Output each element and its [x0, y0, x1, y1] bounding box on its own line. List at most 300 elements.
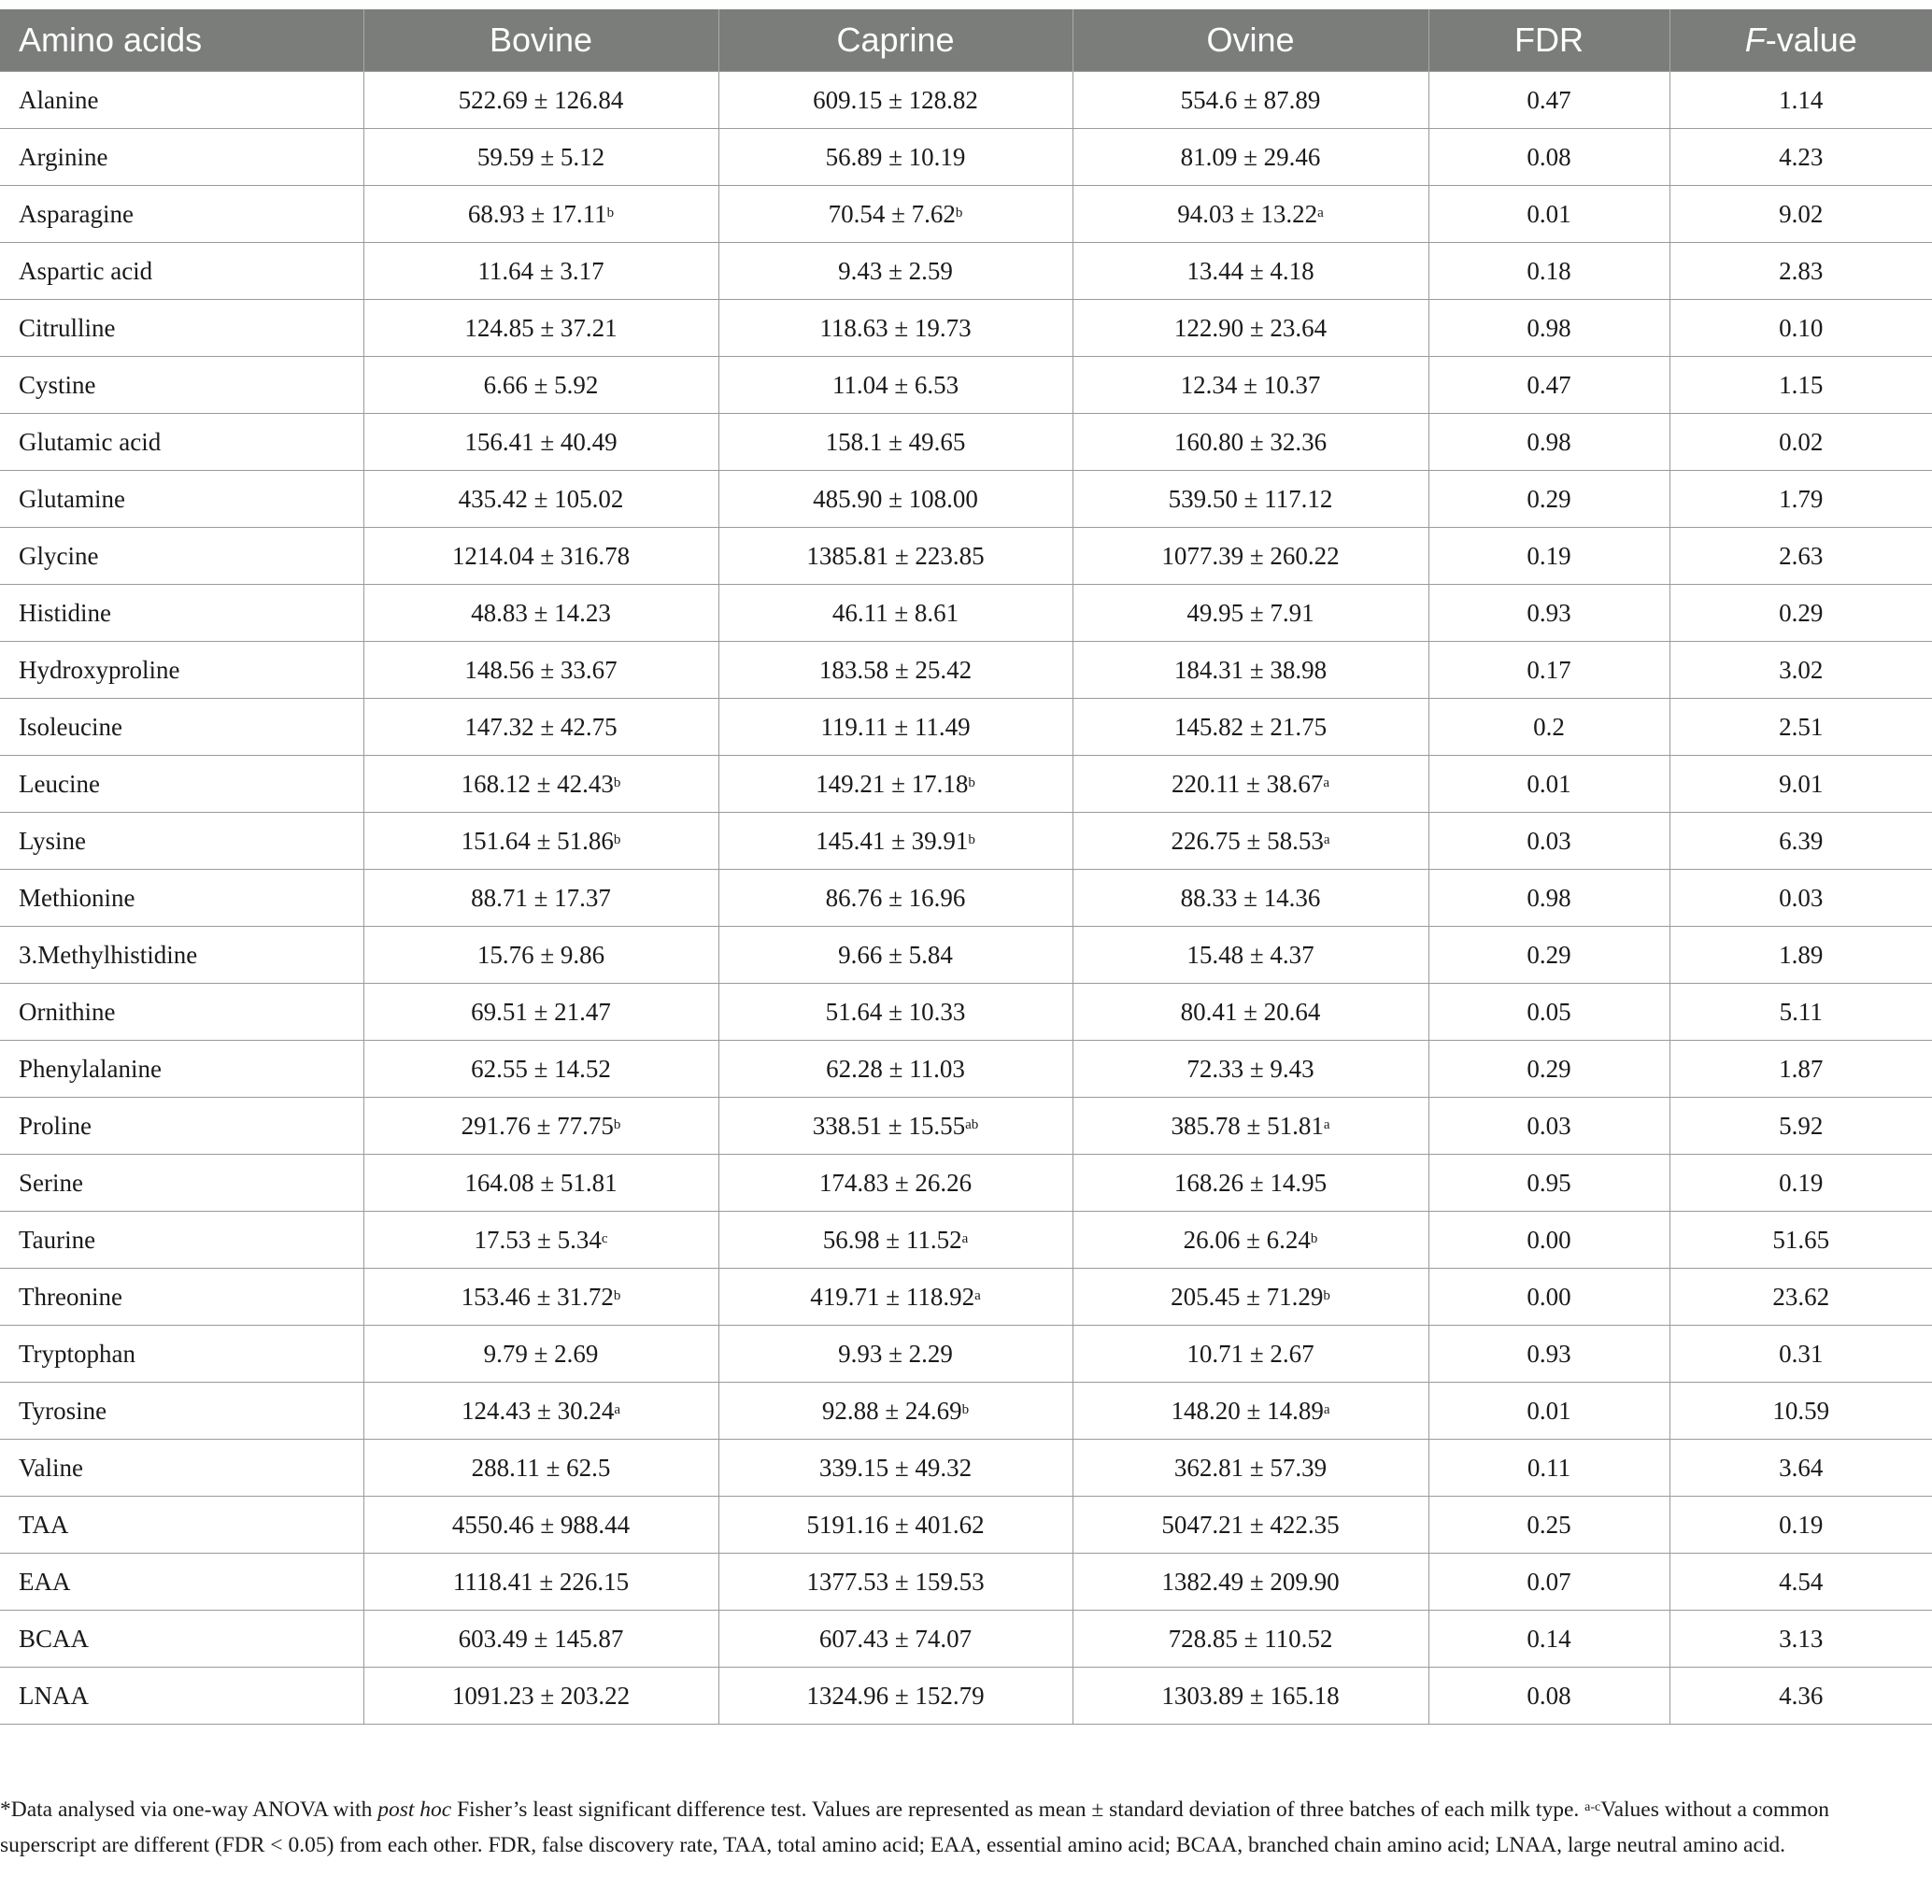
- ovine-value: 72.33 ± 9.43: [1186, 1054, 1314, 1083]
- caprine-value: 9.93 ± 2.29: [838, 1339, 953, 1368]
- cell-f-value: [1669, 1326, 1932, 1383]
- ovine-value: 184.31 ± 38.98: [1173, 655, 1328, 684]
- cell-ovine: [1073, 414, 1428, 471]
- cell-amino-acid: [0, 243, 363, 300]
- cell-caprine: [718, 813, 1073, 870]
- table-row: [0, 870, 1932, 927]
- caprine-value: 339.15 ± 49.32: [818, 1453, 973, 1482]
- amino-acid-name: Proline: [19, 1111, 92, 1140]
- cell-bovine: [363, 300, 718, 357]
- ovine-value: 539.50 ± 117.12: [1168, 484, 1333, 513]
- ovine-value: 1077.39 ± 260.22: [1161, 541, 1340, 570]
- bovine-value: 17.53 ± 5.34: [474, 1225, 602, 1254]
- f-value: 9.02: [1779, 199, 1824, 228]
- cell-caprine: [718, 129, 1073, 186]
- fdr-value: 0.05: [1527, 997, 1571, 1026]
- ovine-value: 49.95 ± 7.91: [1186, 598, 1314, 627]
- cell-fdr: [1428, 699, 1669, 756]
- table-row: [0, 1668, 1932, 1725]
- ovine-superscript: a: [1323, 1116, 1330, 1132]
- ovine-value: 80.41 ± 20.64: [1180, 997, 1321, 1026]
- cell-bovine: [363, 1155, 718, 1212]
- cell-bovine: [363, 186, 718, 243]
- cell-f-value: [1669, 756, 1932, 813]
- amino-acid-name: Aspartic acid: [19, 256, 153, 285]
- cell-f-value: [1669, 1269, 1932, 1326]
- table-row: [0, 1497, 1932, 1554]
- table-row: [0, 414, 1932, 471]
- cell-amino-acid: [0, 471, 363, 528]
- ovine-value: 26.06 ± 6.24: [1183, 1225, 1311, 1254]
- table-row: [0, 129, 1932, 186]
- cell-caprine: [718, 984, 1073, 1041]
- cell-caprine: [718, 186, 1073, 243]
- table-row: [0, 1326, 1932, 1383]
- table-row: [0, 1212, 1932, 1269]
- cell-ovine: [1073, 1041, 1428, 1098]
- cell-bovine: [363, 1269, 718, 1326]
- bovine-superscript: b: [613, 1116, 621, 1132]
- cell-caprine: [718, 1098, 1073, 1155]
- caprine-value: 485.90 ± 108.00: [813, 484, 978, 513]
- amino-acid-name: Serine: [19, 1168, 83, 1197]
- ovine-value: 94.03 ± 13.22: [1177, 199, 1318, 228]
- caprine-value: 56.98 ± 11.52: [822, 1225, 962, 1254]
- cell-amino-acid: [0, 1383, 363, 1440]
- f-value: 1.15: [1779, 370, 1824, 399]
- caprine-value: 183.58 ± 25.42: [818, 655, 973, 684]
- cell-bovine: [363, 1041, 718, 1098]
- cell-ovine: [1073, 186, 1428, 243]
- fdr-value: 0.98: [1527, 313, 1571, 342]
- cell-amino-acid: [0, 1497, 363, 1554]
- footnote-italic: post hoc: [377, 1797, 452, 1822]
- cell-ovine: [1073, 1269, 1428, 1326]
- f-value: 1.79: [1779, 484, 1824, 513]
- cell-caprine: [718, 699, 1073, 756]
- fdr-value: 0.93: [1527, 1339, 1571, 1368]
- cell-fdr: [1428, 1611, 1669, 1668]
- ovine-value: 362.81 ± 57.39: [1173, 1453, 1328, 1482]
- caprine-superscript: a: [961, 1230, 969, 1246]
- header-fdr: FDR: [1428, 9, 1669, 72]
- cell-caprine: [718, 756, 1073, 813]
- amino-acid-name: 3.Methylhistidine: [19, 940, 198, 969]
- ovine-value: 205.45 ± 71.29: [1171, 1282, 1324, 1311]
- cell-caprine: [718, 243, 1073, 300]
- cell-fdr: [1428, 1269, 1669, 1326]
- cell-f-value: [1669, 300, 1932, 357]
- amino-acid-name: Alanine: [19, 85, 99, 114]
- caprine-superscript: a: [974, 1287, 981, 1303]
- cell-f-value: [1669, 1098, 1932, 1155]
- cell-bovine: [363, 357, 718, 414]
- cell-amino-acid: [0, 1326, 363, 1383]
- cell-bovine: [363, 528, 718, 585]
- f-value: 2.83: [1779, 256, 1824, 285]
- caprine-value: 1377.53 ± 159.53: [806, 1567, 985, 1596]
- caprine-value: 9.43 ± 2.59: [838, 256, 953, 285]
- cell-fdr: [1428, 1497, 1669, 1554]
- caprine-superscript: b: [955, 205, 963, 220]
- bovine-superscript: b: [613, 831, 621, 847]
- header-bovine: Bovine: [363, 9, 718, 72]
- f-value: 6.39: [1779, 826, 1824, 855]
- caprine-value: 51.64 ± 10.33: [825, 997, 966, 1026]
- cell-caprine: [718, 357, 1073, 414]
- caprine-value: 174.83 ± 26.26: [818, 1168, 973, 1197]
- cell-fdr: [1428, 1155, 1669, 1212]
- f-value: 0.03: [1779, 883, 1824, 912]
- table-row: [0, 1554, 1932, 1611]
- ovine-value: 554.6 ± 87.89: [1180, 85, 1321, 114]
- cell-ovine: [1073, 1611, 1428, 1668]
- table-row: [0, 642, 1932, 699]
- bovine-superscript: b: [606, 205, 615, 220]
- table-row: [0, 1611, 1932, 1668]
- cell-amino-acid: [0, 414, 363, 471]
- header-row: [0, 9, 1932, 72]
- amino-acid-table: [0, 9, 1932, 1725]
- caprine-value: 92.88 ± 24.69: [821, 1396, 962, 1425]
- amino-acid-name: Leucine: [19, 769, 100, 798]
- cell-fdr: [1428, 1668, 1669, 1725]
- cell-caprine: [718, 1440, 1073, 1497]
- cell-ovine: [1073, 984, 1428, 1041]
- cell-fdr: [1428, 243, 1669, 300]
- cell-bovine: [363, 1497, 718, 1554]
- footnote-part2: Fisher’s least significant difference test. Values are represented as mean ± standard deviation of three batches of each milk type.: [451, 1797, 1585, 1822]
- bovine-value: 164.08 ± 51.81: [464, 1168, 618, 1197]
- bovine-value: 124.85 ± 37.21: [464, 313, 618, 342]
- ovine-value: 160.80 ± 32.36: [1173, 427, 1328, 456]
- cell-f-value: [1669, 1212, 1932, 1269]
- f-value: 0.29: [1779, 598, 1824, 627]
- f-value: 4.23: [1779, 142, 1824, 171]
- cell-fdr: [1428, 1212, 1669, 1269]
- caprine-value: 46.11 ± 8.61: [831, 598, 959, 627]
- ovine-value: 728.85 ± 110.52: [1168, 1624, 1333, 1653]
- cell-caprine: [718, 1554, 1073, 1611]
- table-row: [0, 984, 1932, 1041]
- header-caprine: Caprine: [718, 9, 1073, 72]
- ovine-value: 145.82 ± 21.75: [1173, 712, 1328, 741]
- cell-fdr: [1428, 528, 1669, 585]
- bovine-value: 6.66 ± 5.92: [483, 370, 599, 399]
- bovine-value: 522.69 ± 126.84: [458, 85, 624, 114]
- ovine-value: 1382.49 ± 209.90: [1161, 1567, 1340, 1596]
- f-value: 3.02: [1779, 655, 1824, 684]
- bovine-superscript: a: [614, 1401, 620, 1417]
- bovine-superscript: b: [613, 774, 621, 790]
- table-row: [0, 927, 1932, 984]
- cell-ovine: [1073, 129, 1428, 186]
- cell-f-value: [1669, 414, 1932, 471]
- cell-bovine: [363, 1098, 718, 1155]
- bovine-value: 68.93 ± 17.11: [467, 199, 607, 228]
- cell-f-value: [1669, 129, 1932, 186]
- amino-acid-name: EAA: [19, 1567, 71, 1596]
- cell-amino-acid: [0, 642, 363, 699]
- caprine-value: 86.76 ± 16.96: [825, 883, 966, 912]
- cell-amino-acid: [0, 585, 363, 642]
- cell-caprine: [718, 414, 1073, 471]
- cell-amino-acid: [0, 1554, 363, 1611]
- cell-ovine: [1073, 1440, 1428, 1497]
- amino-acid-name: Citrulline: [19, 313, 116, 342]
- caprine-superscript: b: [961, 1401, 970, 1417]
- caprine-value: 1324.96 ± 152.79: [806, 1681, 985, 1710]
- f-value: 3.13: [1779, 1624, 1824, 1653]
- cell-amino-acid: [0, 72, 363, 129]
- bovine-value: 153.46 ± 31.72: [461, 1282, 614, 1311]
- cell-bovine: [363, 1326, 718, 1383]
- fdr-value: 0.47: [1527, 85, 1571, 114]
- fdr-value: 0.29: [1527, 484, 1571, 513]
- f-value: 5.11: [1779, 997, 1823, 1026]
- ovine-value: 5047.21 ± 422.35: [1161, 1510, 1340, 1539]
- cell-bovine: [363, 471, 718, 528]
- bovine-value: 168.12 ± 42.43: [461, 769, 614, 798]
- header-f-value-rest: -value: [1765, 21, 1857, 59]
- cell-f-value: [1669, 1611, 1932, 1668]
- amino-acid-name: Isoleucine: [19, 712, 122, 741]
- amino-acid-name: Glutamic acid: [19, 427, 162, 456]
- bovine-value: 62.55 ± 14.52: [471, 1054, 611, 1083]
- cell-caprine: [718, 471, 1073, 528]
- cell-amino-acid: [0, 1041, 363, 1098]
- cell-ovine: [1073, 585, 1428, 642]
- amino-acid-name: Glycine: [19, 541, 99, 570]
- cell-ovine: [1073, 813, 1428, 870]
- cell-f-value: [1669, 927, 1932, 984]
- f-value: 51.65: [1772, 1225, 1830, 1254]
- cell-caprine: [718, 72, 1073, 129]
- caprine-superscript: b: [968, 831, 975, 847]
- amino-acid-name: Hydroxyproline: [19, 655, 180, 684]
- caprine-value: 145.41 ± 39.91: [816, 826, 969, 855]
- bovine-value: 148.56 ± 33.67: [464, 655, 618, 684]
- cell-fdr: [1428, 585, 1669, 642]
- cell-f-value: [1669, 243, 1932, 300]
- caprine-value: 149.21 ± 17.18: [816, 769, 969, 798]
- cell-fdr: [1428, 186, 1669, 243]
- cell-amino-acid: [0, 300, 363, 357]
- fdr-value: 0.47: [1527, 370, 1571, 399]
- table-row: [0, 813, 1932, 870]
- cell-ovine: [1073, 1668, 1428, 1725]
- cell-ovine: [1073, 1098, 1428, 1155]
- amino-acid-name: Phenylalanine: [19, 1054, 162, 1083]
- amino-acid-name: Taurine: [19, 1225, 96, 1254]
- fdr-value: 0.01: [1527, 769, 1571, 798]
- footnote-superscript: a-c: [1584, 1800, 1601, 1814]
- amino-acid-name: Valine: [19, 1453, 83, 1482]
- bovine-value: 11.64 ± 3.17: [477, 256, 604, 285]
- caprine-value: 158.1 ± 49.65: [825, 427, 966, 456]
- cell-f-value: [1669, 1554, 1932, 1611]
- table-row: [0, 1155, 1932, 1212]
- cell-fdr: [1428, 756, 1669, 813]
- fdr-value: 0.98: [1527, 883, 1571, 912]
- cell-f-value: [1669, 585, 1932, 642]
- ovine-value: 220.11 ± 38.67: [1172, 769, 1324, 798]
- cell-f-value: [1669, 72, 1932, 129]
- cell-f-value: [1669, 870, 1932, 927]
- fdr-value: 0.08: [1527, 1681, 1571, 1710]
- table-row: [0, 471, 1932, 528]
- cell-caprine: [718, 1611, 1073, 1668]
- cell-fdr: [1428, 72, 1669, 129]
- amino-acid-name: Lysine: [19, 826, 86, 855]
- ovine-value: 122.90 ± 23.64: [1173, 313, 1328, 342]
- amino-acid-name: TAA: [19, 1510, 69, 1539]
- table-footnote: [0, 1792, 1915, 1863]
- cell-caprine: [718, 1155, 1073, 1212]
- cell-amino-acid: [0, 1212, 363, 1269]
- amino-acid-name: Methionine: [19, 883, 135, 912]
- cell-ovine: [1073, 357, 1428, 414]
- cell-amino-acid: [0, 699, 363, 756]
- cell-fdr: [1428, 1098, 1669, 1155]
- cell-fdr: [1428, 984, 1669, 1041]
- amino-acid-name: Ornithine: [19, 997, 116, 1026]
- cell-ovine: [1073, 300, 1428, 357]
- caprine-value: 5191.16 ± 401.62: [806, 1510, 985, 1539]
- f-value: 1.89: [1779, 940, 1824, 969]
- bovine-value: 603.49 ± 145.87: [458, 1624, 624, 1653]
- cell-caprine: [718, 1269, 1073, 1326]
- amino-acid-name: Arginine: [19, 142, 108, 171]
- cell-f-value: [1669, 1668, 1932, 1725]
- table-row: [0, 300, 1932, 357]
- cell-caprine: [718, 870, 1073, 927]
- ovine-value: 168.26 ± 14.95: [1173, 1168, 1328, 1197]
- amino-acid-name: LNAA: [19, 1681, 89, 1710]
- cell-fdr: [1428, 1383, 1669, 1440]
- ovine-value: 226.75 ± 58.53: [1171, 826, 1324, 855]
- cell-amino-acid: [0, 528, 363, 585]
- ovine-value: 1303.89 ± 165.18: [1161, 1681, 1340, 1710]
- fdr-value: 0.17: [1527, 655, 1571, 684]
- cell-amino-acid: [0, 984, 363, 1041]
- cell-ovine: [1073, 927, 1428, 984]
- cell-bovine: [363, 1383, 718, 1440]
- cell-fdr: [1428, 471, 1669, 528]
- amino-acid-name: Cystine: [19, 370, 96, 399]
- cell-fdr: [1428, 642, 1669, 699]
- cell-bovine: [363, 72, 718, 129]
- cell-ovine: [1073, 1497, 1428, 1554]
- bovine-value: 156.41 ± 40.49: [464, 427, 618, 456]
- f-value: 0.10: [1779, 313, 1824, 342]
- caprine-value: 1385.81 ± 223.85: [806, 541, 985, 570]
- fdr-value: 0.07: [1527, 1567, 1571, 1596]
- cell-f-value: [1669, 1383, 1932, 1440]
- ovine-value: 15.48 ± 4.37: [1186, 940, 1314, 969]
- cell-fdr: [1428, 1326, 1669, 1383]
- f-value: 1.14: [1779, 85, 1824, 114]
- f-value: 4.54: [1779, 1567, 1824, 1596]
- ovine-superscript: b: [1310, 1230, 1318, 1246]
- cell-amino-acid: [0, 870, 363, 927]
- amino-acid-name: Asparagine: [19, 199, 134, 228]
- table-row: [0, 1098, 1932, 1155]
- cell-caprine: [718, 1497, 1073, 1554]
- cell-fdr: [1428, 300, 1669, 357]
- header-ovine: Ovine: [1073, 9, 1428, 72]
- ovine-superscript: b: [1323, 1287, 1330, 1303]
- cell-bovine: [363, 1668, 718, 1725]
- ovine-value: 12.34 ± 10.37: [1180, 370, 1321, 399]
- cell-fdr: [1428, 357, 1669, 414]
- cell-fdr: [1428, 414, 1669, 471]
- fdr-value: 0.11: [1527, 1453, 1571, 1482]
- table-row: [0, 585, 1932, 642]
- cell-amino-acid: [0, 1440, 363, 1497]
- table-row: [0, 243, 1932, 300]
- f-value: 0.31: [1779, 1339, 1824, 1368]
- caprine-value: 119.11 ± 11.49: [820, 712, 971, 741]
- caprine-value: 11.04 ± 6.53: [831, 370, 959, 399]
- f-value: 1.87: [1779, 1054, 1824, 1083]
- table-row: [0, 699, 1932, 756]
- cell-ovine: [1073, 528, 1428, 585]
- cell-fdr: [1428, 813, 1669, 870]
- bovine-value: 69.51 ± 21.47: [471, 997, 611, 1026]
- f-value: 23.62: [1772, 1282, 1830, 1311]
- bovine-value: 88.71 ± 17.37: [471, 883, 611, 912]
- cell-ovine: [1073, 699, 1428, 756]
- fdr-value: 0.29: [1527, 940, 1571, 969]
- cell-caprine: [718, 1212, 1073, 1269]
- ovine-value: 81.09 ± 29.46: [1180, 142, 1321, 171]
- cell-fdr: [1428, 129, 1669, 186]
- caprine-value: 419.71 ± 118.92: [810, 1282, 975, 1311]
- fdr-value: 0.01: [1527, 1396, 1571, 1425]
- table-row: [0, 1269, 1932, 1326]
- fdr-value: 0.19: [1527, 541, 1571, 570]
- cell-amino-acid: [0, 756, 363, 813]
- cell-bovine: [363, 414, 718, 471]
- cell-bovine: [363, 1611, 718, 1668]
- ovine-superscript: a: [1317, 205, 1324, 220]
- f-value: 0.19: [1779, 1510, 1824, 1539]
- footnote-part3: Values without a common superscript are different (FDR < 0.05) from each other. FDR, false discovery rate, TAA, total amino acid; EAA, essential amino acid; BCAA, branched chain amino acid; LNAA, large neutral amino acid.: [0, 1797, 1829, 1857]
- caprine-value: 9.66 ± 5.84: [838, 940, 953, 969]
- bovine-value: 1214.04 ± 316.78: [451, 541, 631, 570]
- cell-bovine: [363, 585, 718, 642]
- fdr-value: 0.29: [1527, 1054, 1571, 1083]
- bovine-value: 124.43 ± 30.24: [462, 1396, 615, 1425]
- cell-caprine: [718, 927, 1073, 984]
- cell-bovine: [363, 129, 718, 186]
- ovine-superscript: a: [1323, 1401, 1330, 1417]
- bovine-value: 15.76 ± 9.86: [476, 940, 605, 969]
- bovine-value: 4550.46 ± 988.44: [451, 1510, 631, 1539]
- caprine-value: 70.54 ± 7.62: [828, 199, 956, 228]
- bovine-value: 48.83 ± 14.23: [471, 598, 611, 627]
- header-amino-acids: Amino acids: [0, 9, 363, 72]
- cell-f-value: [1669, 528, 1932, 585]
- table-row: [0, 186, 1932, 243]
- cell-bovine: [363, 1554, 718, 1611]
- fdr-value: 0.03: [1527, 826, 1571, 855]
- cell-bovine: [363, 699, 718, 756]
- ovine-value: 88.33 ± 14.36: [1180, 883, 1321, 912]
- cell-amino-acid: [0, 1155, 363, 1212]
- f-value: 0.19: [1779, 1168, 1824, 1197]
